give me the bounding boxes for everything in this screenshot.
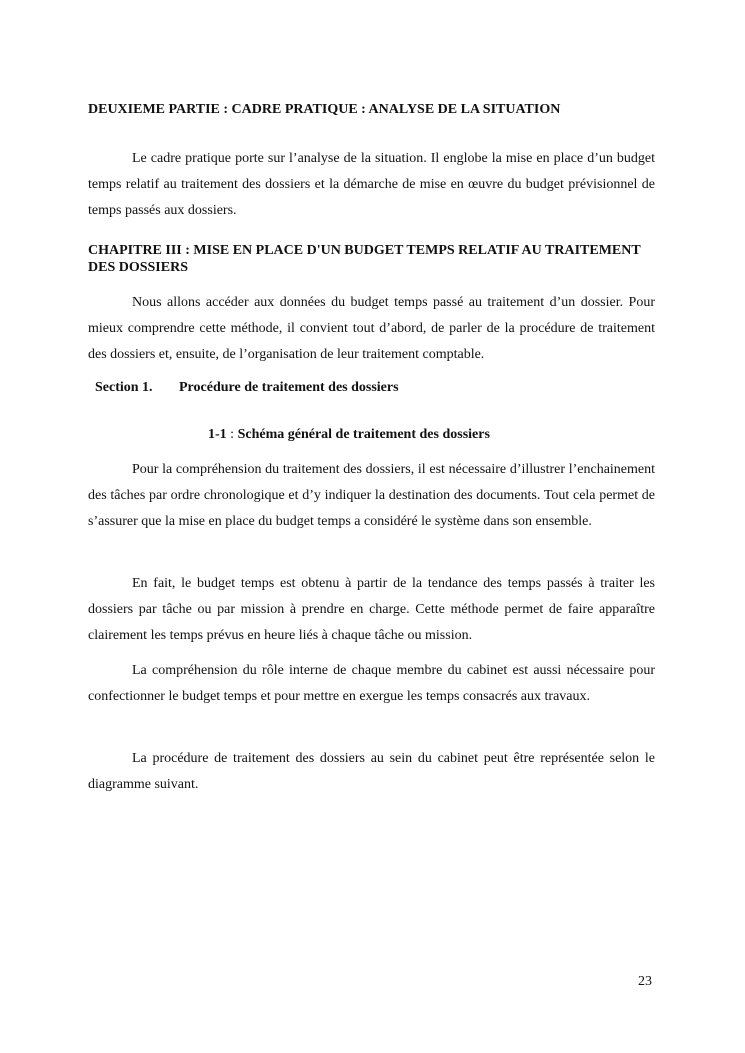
body-paragraph-4: La procédure de traitement des dossiers au sein du cabinet peut être représentée selon le diagramme suivant. [88,751,655,792]
section-number: Section 1. [95,380,153,395]
body-paragraph-3: La compréhension du rôle interne de chaque membre du cabinet est aussi nécessaire pour confectionner le budget temps et pour mettre en exergue les temps consacrés aux travaux. [88,663,655,704]
subsection-heading [208,426,490,444]
subsection-separator: : [226,427,238,442]
body-paragraph-2: En fait, le budget temps est obtenu à partir de la tendance des temps passés à traiter les dossiers par tâche ou par mission à prendre en charge. Cette méthode permet de faire apparaître clairement les temps prévus en heure liés à chaque tâche ou mission. [88,576,655,643]
chapter-paragraph: Nous allons accéder aux données du budget temps passé au traitement d’un dossier. Pour mieux comprendre cette méthode, il convient tout d’abord, de parler de la procédure de traitement des dossiers et, ensuite, de l’organisation de leur traitement comptable. [88,295,655,362]
intro-paragraph: Le cadre pratique porte sur l’analyse de la situation. Il englobe la mise en place d’un budget temps relatif au traitement des dossiers et la démarche de mise en œuvre du budget prévisionnel de temps passés aux dossiers. [88,151,655,218]
subsection-code: 1-1 [208,427,227,442]
section-heading [95,379,399,397]
part-title: DEUXIEME PARTIE : CADRE PRATIQUE : ANALYSE DE LA SITUATION [88,102,561,117]
subsection-title: Schéma général de traitement des dossiers [237,427,490,442]
chapter-title: CHAPITRE III : MISE EN PLACE D'UN BUDGET TEMPS RELATIF AU TRAITEMENT DES DOSSIERS [88,243,641,275]
page-number: 23 [638,974,652,989]
section-title: Procédure de traitement des dossiers [179,380,399,395]
body-paragraph-1: Pour la compréhension du traitement des dossiers, il est nécessaire d’illustrer l’enchainement des tâches par ordre chronologique et d’y indiquer la destination des documents. Tout cela permet de s’assurer que la mise en place du budget temps a considéré le système dans son ensemble. [88,462,655,529]
